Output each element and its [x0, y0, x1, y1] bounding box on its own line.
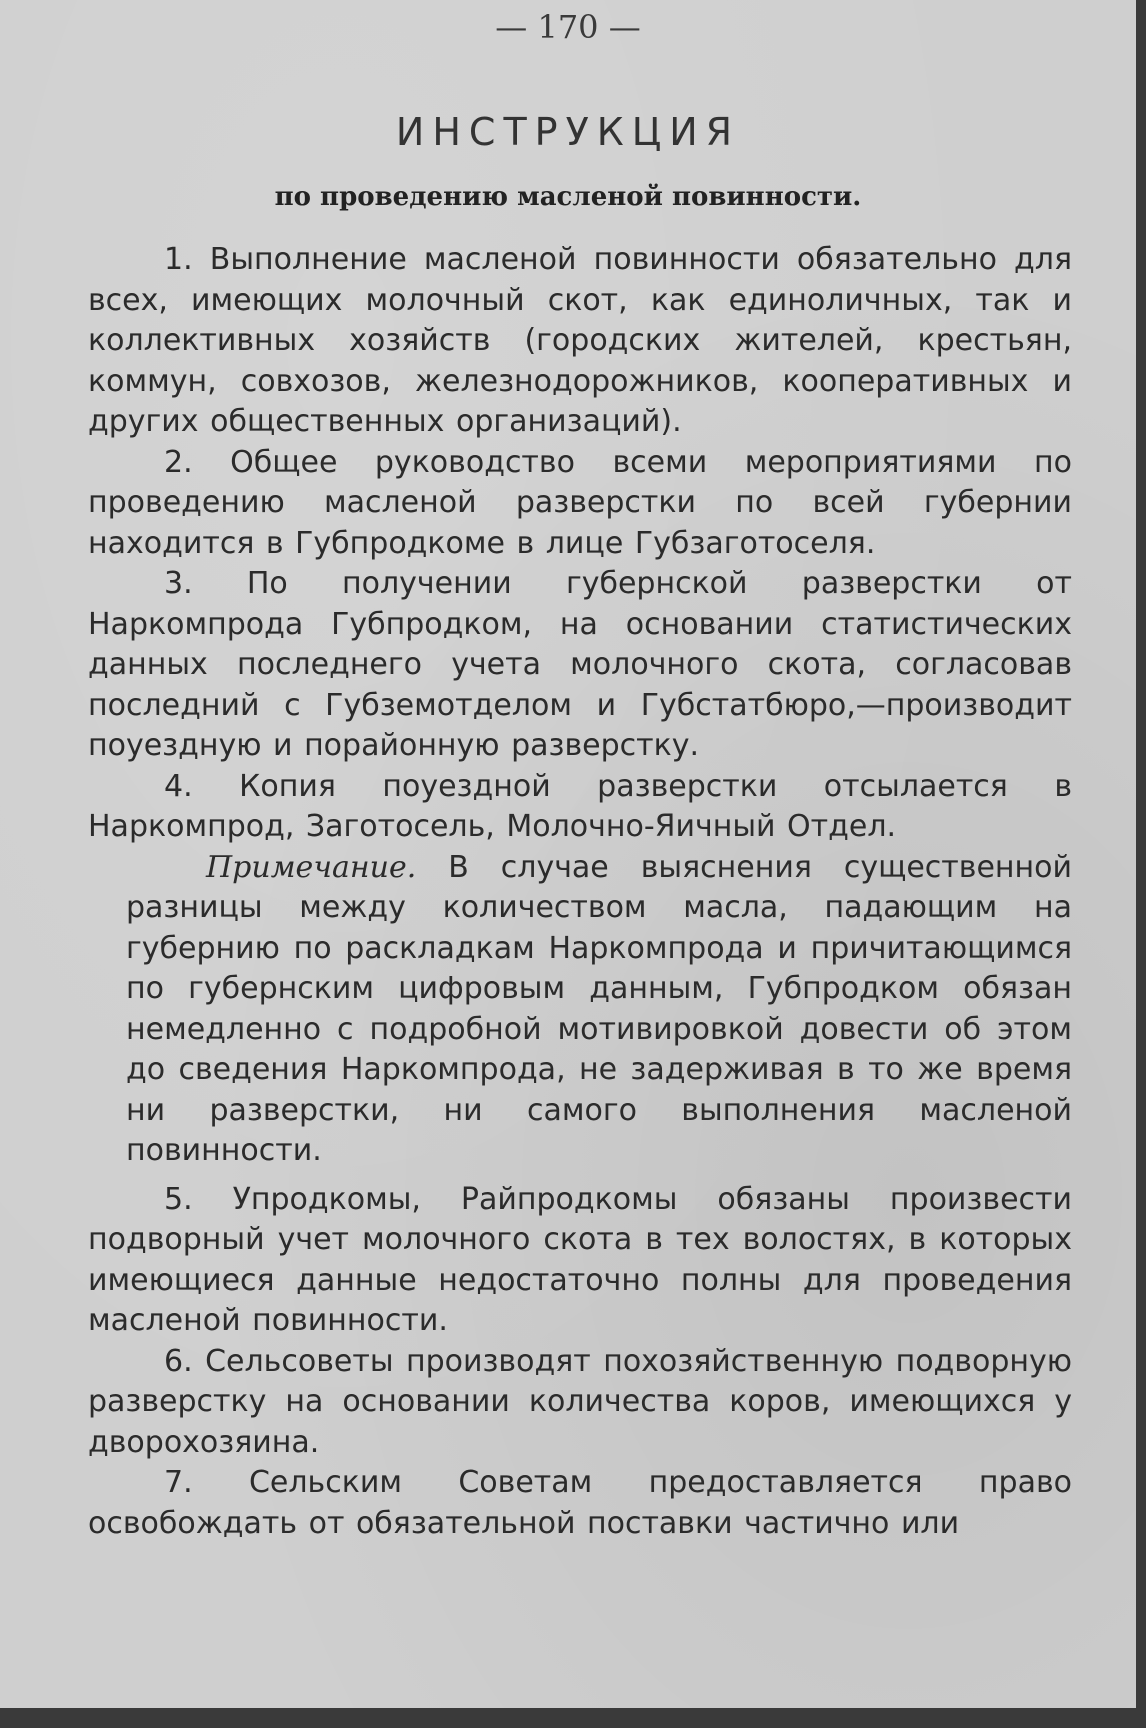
- page-number: — 170 —: [495, 8, 641, 46]
- note-label: Примечание.: [206, 849, 417, 885]
- spacer: [88, 1172, 1072, 1180]
- page-edge-shadow: [1136, 0, 1146, 1728]
- document-title: ИНСТРУКЦИЯ: [395, 110, 741, 154]
- paragraph-7: 7. Сельским Советам предоставляется право освобождать от обязательной поставки частично или: [88, 1465, 1072, 1541]
- bottom-edge-shadow: [0, 1708, 1146, 1728]
- note-text: В случае выяснения существенной разницы между количеством масла, падающим на губернию по раскладкам Наркомпрода и причитающимся по губернским цифровым данным, Губпродком обязан немедленно с подробной мотивировкой довести об этом до сведения Наркомпрода, не задерживая в то же время ни разверстки, ни самого выполнения масленой повинности.: [126, 849, 1072, 1168]
- document-subtitle: по проведению масленой повинности.: [274, 182, 862, 212]
- document-body: [88, 240, 1072, 1544]
- note-paragraph: [126, 848, 1072, 1172]
- paragraph-2: 2. Общее руководство всеми мероприятиями по проведению масленой разверстки по всей губернии находится в Губпродкоме в лице Губзаготоселя.: [88, 444, 1072, 561]
- paragraph-3: 3. По получении губернской разверстки от Наркомпрода Губпродком, на основании статистических данных последнего учета молочного скота, согласовав последний с Губземотделом и Губстатбюро,—производит поуездную и порайонную разверстку.: [88, 566, 1072, 763]
- paragraph-1: 1. Выполнение масленой повинности обязательно для всех, имеющих молочный скот, как единоличных, так и коллективных хозяйств (городских жителей, крестьян, коммун, совхозов, железнодорожников, кооперативных и других общественных организаций).: [88, 242, 1072, 439]
- paragraph-6: 6. Сельсоветы производят похозяйственную подворную разверстку на основании количества коров, имеющихся у дворохозяина.: [88, 1343, 1072, 1460]
- paragraph-5: 5. Упродкомы, Райпродкомы обязаны произвести подворный учет молочного скота в тех волостях, в которых имеющиеся данные недостаточно полны для проведения масленой повинности.: [88, 1181, 1072, 1338]
- paragraph-4: 4. Копия поуездной разверстки отсылается в Наркомпрод, Заготосель, Молочно-Яичный Отдел.: [88, 768, 1072, 844]
